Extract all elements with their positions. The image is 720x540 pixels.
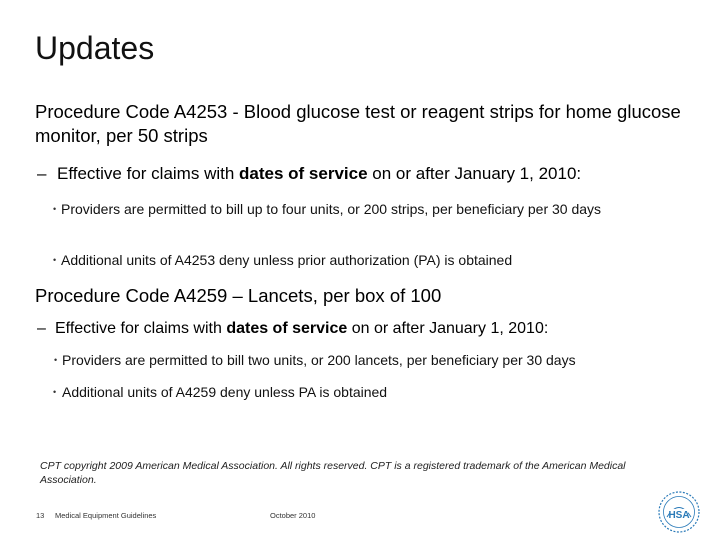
- dash-marker: –: [37, 320, 46, 337]
- procedure-a4253-effective-date: [37, 163, 581, 185]
- procedure-a4253-heading: Procedure Code A4253 - Blood glucose test or reagent strips for home glucose monitor, per 50 strips: [35, 101, 681, 146]
- procedure-a4259-bullet-limit: [54, 350, 702, 370]
- bullet-text: Providers are permitted to bill two units, or 200 lancets, per beneficiary per 30 days: [62, 352, 576, 368]
- bullet-icon: •: [53, 204, 57, 214]
- procedure-a4253-bullet-deny: [53, 250, 681, 270]
- bullet-text: Additional units of A4259 deny unless PA is obtained: [62, 384, 388, 400]
- procedure-a4259-bullet-deny: [53, 382, 702, 402]
- footer-page-number: 13: [36, 511, 45, 520]
- dash-marker: –: [37, 164, 47, 183]
- footer-guide-title: Medical Equipment Guidelines: [55, 511, 157, 520]
- effective-suffix: on or after January 1, 2010:: [367, 164, 582, 183]
- bullet-icon: •: [53, 387, 57, 397]
- effective-prefix: Effective for claims with: [55, 320, 227, 337]
- bullet-icon: •: [53, 255, 57, 265]
- svg-text:HSA: HSA: [668, 510, 690, 521]
- effective-bold-term: dates of service: [226, 320, 348, 337]
- footer-date: October 2010: [270, 511, 316, 520]
- slide-title: Updates: [35, 30, 155, 66]
- cpt-copyright-notice: CPT copyright 2009 American Medical Association. All rights reserved. CPT is a registered trademark of the American Medical Association.: [40, 460, 626, 486]
- bullet-icon: •: [54, 355, 58, 365]
- bullet-text: Additional units of A4253 deny unless prior authorization (PA) is obtained: [61, 252, 513, 268]
- bullet-text: Providers are permitted to bill up to four units, or 200 strips, per beneficiary per 30 days: [61, 201, 602, 217]
- procedure-a4259-effective-date: [37, 318, 548, 340]
- procedure-a4253-bullet-limit: [53, 199, 661, 219]
- procedure-a4259-heading: Procedure Code A4259 – Lancets, per box of 100: [35, 285, 442, 306]
- effective-prefix: Effective for claims with: [57, 164, 240, 183]
- effective-bold-term: dates of service: [239, 164, 368, 183]
- state-seal-logo-icon: [657, 490, 701, 534]
- effective-suffix: on or after January 1, 2010:: [347, 320, 549, 337]
